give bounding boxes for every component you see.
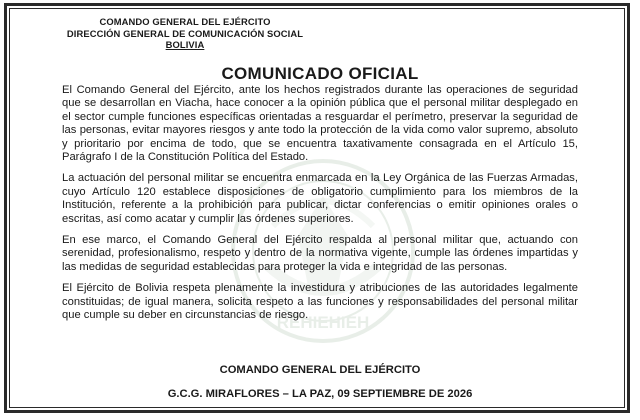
signature-issuer: COMANDO GENERAL DEL EJÉRCITO [219, 364, 421, 376]
document-title: COMUNICADO OFICIAL [221, 64, 419, 83]
letterhead-line-3: BOLIVIA [165, 39, 205, 50]
watermark-text: REHIEHIEH [276, 313, 370, 332]
letterhead-line-1: COMANDO GENERAL DEL EJÉRCITO [99, 16, 271, 27]
signature-place-date: G.C.G. MIRAFLORES – LA PAZ, 09 SEPTIEMBRE DE 2026 [167, 388, 473, 400]
paragraph-3: En ese marco, el Comando General del Ejército respalda al personal militar que, actuando con serenidad, profesionalismo, respeto y dentro de la normativa vigente, cumple las órdenes impartidas y las medidas de seguridad establecidas para proteger la vida e integridad de las personas. [62, 234, 578, 273]
paragraph-4: El Ejército de Bolivia respeta plenamente la investidura y atribuciones de las autoridades legalmente constituidas; de igual manera, solicita respeto a las funciones y responsabilidades del personal militar que cumple su deber en circunstancias de riesgo. [62, 282, 578, 322]
paragraph-2: La actuación del personal militar se encuentra enmarcada en la Ley Orgánica de las Fuerzas Armadas, cuyo Artículo 120 establece disposiciones de obligatorio cumplimiento para los miembros de la Institución, referente a la prohibición para publicar, dictar conferencias o emitir opiniones orales o escritas, así como acatar y cumplir las órdenes superiores. [62, 172, 578, 225]
document-body [62, 84, 578, 331]
letterhead [30, 16, 340, 51]
letterhead-line-2: DIRECCIÓN GENERAL DE COMUNICACIÓN SOCIAL [66, 27, 304, 39]
paragraph-1: El Comando General del Ejército, ante los hechos registrados durante las operaciones de seguridad que se desarrollan en Viacha, hace conocer a la opinión pública que el personal militar desplegado en el sector cumple funciones específicas orientadas a resguardar el perímetro, preservar la seguridad de las personas, evitar mayores riesgos y ante todo la protección de la vida como valor supremo, absoluto y prioritario por encima de todo, que se encuentra taxativamente consagrada en el Artículo 15, Parágrafo I de la Constitución Política del Estado. [62, 84, 578, 164]
